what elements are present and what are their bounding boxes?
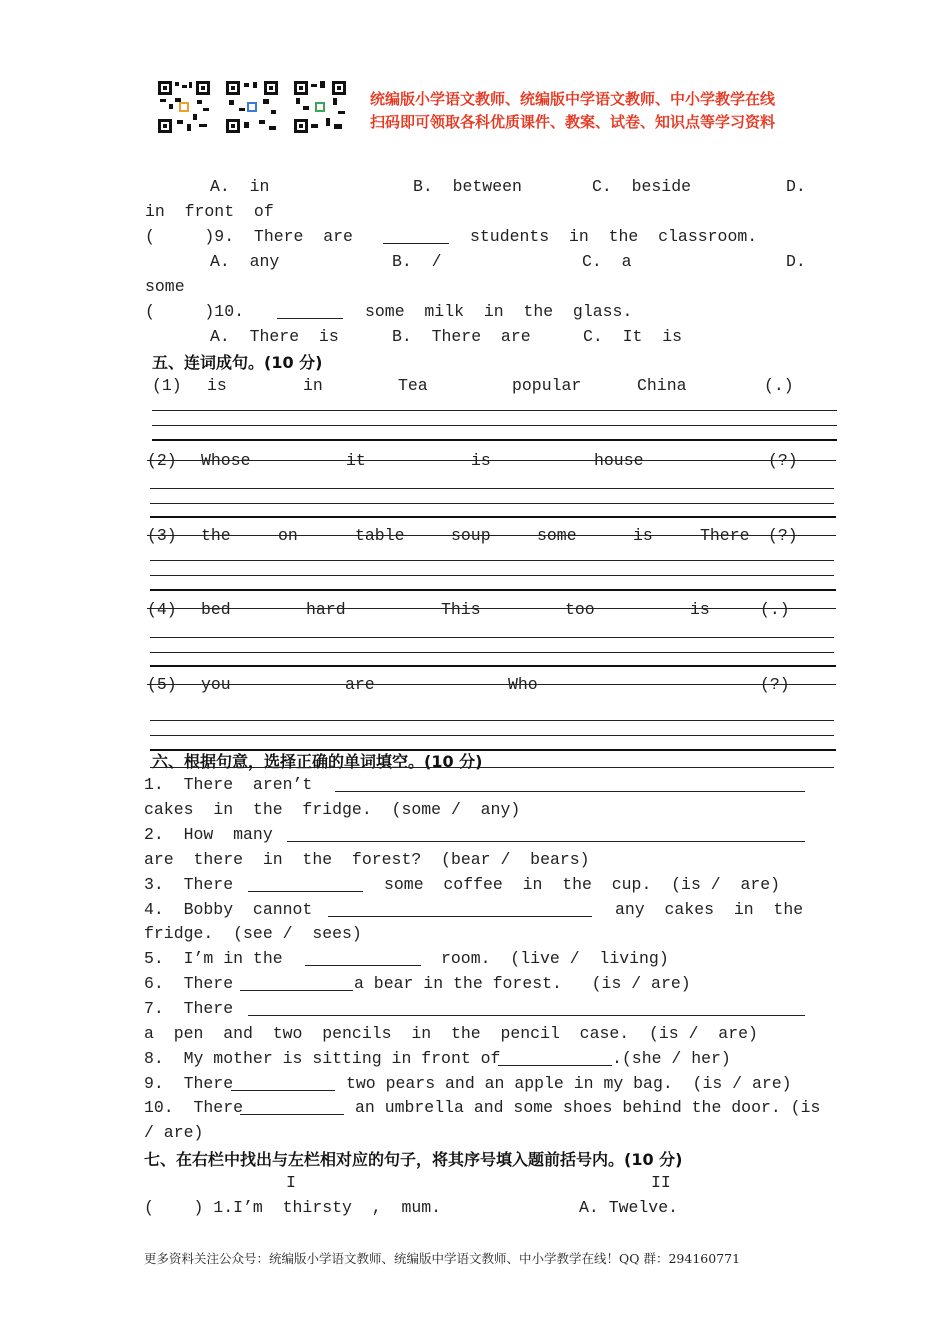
s6-q5-blank[interactable] xyxy=(305,965,421,966)
answer-line xyxy=(150,720,834,721)
s7-q1: ( ) 1.I’m thirsty , mum. xyxy=(144,1198,442,1217)
q8-option-d: D. xyxy=(786,177,806,196)
word: (5) xyxy=(147,675,177,694)
answer-line xyxy=(150,637,834,638)
s6-q6-cont: a bear in the forest. (is / are) xyxy=(354,974,691,993)
word: (?) xyxy=(768,451,798,470)
answer-line xyxy=(152,425,837,426)
q10-stem: ( )10. xyxy=(145,302,245,321)
s6-q1-cont: cakes in the fridge. (some / any) xyxy=(144,800,521,819)
word: on xyxy=(278,526,298,545)
q8-option-b: B. between xyxy=(413,177,522,196)
answer-line xyxy=(150,575,834,576)
answer-line xyxy=(150,665,836,667)
s6-q10-cont2: / are) xyxy=(144,1123,204,1142)
s6-q5-cont: room. (live / living) xyxy=(441,949,669,968)
word: (2) xyxy=(147,451,177,470)
word: (?) xyxy=(768,526,798,545)
q9-option-d: D. xyxy=(786,252,806,271)
answer-line xyxy=(150,735,834,736)
word: (1) xyxy=(152,376,182,395)
word: house xyxy=(594,451,644,470)
answer-line xyxy=(152,410,837,411)
word: too xyxy=(565,600,595,619)
q10-blank[interactable] xyxy=(277,318,343,319)
word: hard xyxy=(306,600,346,619)
word: soup xyxy=(451,526,491,545)
q8-option-a: A. in xyxy=(210,177,270,196)
word: is xyxy=(633,526,653,545)
answer-line xyxy=(150,589,836,591)
s6-q9: 9. There xyxy=(144,1074,234,1093)
s6-q1-blank[interactable] xyxy=(335,791,805,792)
s6-q10-cont: an umbrella and some shoes behind the door. (is xyxy=(355,1098,821,1117)
word: are xyxy=(345,675,375,694)
q9-blank[interactable] xyxy=(383,243,449,244)
q10-option-c: C. It is xyxy=(583,327,683,346)
word: (.) xyxy=(760,600,790,619)
q10-option-b: B. There are xyxy=(392,327,531,346)
s6-q8-blank[interactable] xyxy=(498,1065,612,1066)
answer-line xyxy=(150,488,834,489)
q9-option-d-text: some xyxy=(145,277,185,296)
q8-option-d-text: in front of xyxy=(145,202,274,221)
s6-q6-blank[interactable] xyxy=(240,990,353,991)
s6-q2-cont: are there in the forest? (bear / bears) xyxy=(144,850,590,869)
word: This xyxy=(441,600,481,619)
word: some xyxy=(537,526,577,545)
column-header-2: II xyxy=(651,1173,671,1192)
q9-stem: ( )9. There are xyxy=(145,227,353,246)
s6-q2-blank[interactable] xyxy=(287,841,805,842)
word: is xyxy=(690,600,710,619)
s7-answer-a: A. Twelve. xyxy=(579,1198,679,1217)
s6-q7-cont: a pen and two pencils in the pencil case. (is / are) xyxy=(144,1024,758,1043)
word: it xyxy=(346,451,366,470)
s6-q7: 7. There xyxy=(144,999,234,1018)
s6-q9-blank[interactable] xyxy=(231,1090,335,1091)
word: the xyxy=(201,526,231,545)
q9-option-b: B. / xyxy=(392,252,442,271)
s6-q4-cont: any cakes in the xyxy=(615,900,804,919)
qr-code-icon xyxy=(157,80,211,134)
section-5-title: 五、连词成句。(10 分) xyxy=(152,353,323,372)
s6-q10-blank[interactable] xyxy=(240,1114,344,1115)
q8-option-c: C. beside xyxy=(592,177,692,196)
s6-q10: 10. There xyxy=(144,1098,244,1117)
s6-q9-cont: two pears and an apple in my bag. (is / are) xyxy=(346,1074,792,1093)
strike-line xyxy=(147,684,836,685)
s6-q8: 8. My mother is sitting in front of xyxy=(144,1049,501,1068)
answer-line xyxy=(150,652,834,653)
word: table xyxy=(355,526,405,545)
word: in xyxy=(303,376,323,395)
word: is xyxy=(207,376,227,395)
s6-q4: 4. Bobby cannot xyxy=(144,900,313,919)
banner-line-2: 扫码即可领取各科优质课件、教案、试卷、知识点等学习资料 xyxy=(370,113,776,131)
word: There xyxy=(700,526,750,545)
word: bed xyxy=(201,600,231,619)
q9-option-a: A. any xyxy=(210,252,280,271)
answer-line xyxy=(150,560,834,561)
s6-q2: 2. How many xyxy=(144,825,273,844)
q10-rest: some milk in the glass. xyxy=(365,302,633,321)
word: Tea xyxy=(398,376,428,395)
q10-option-a: A. There is xyxy=(210,327,339,346)
s6-q6: 6. There xyxy=(144,974,234,993)
s6-q1: 1. There aren’t xyxy=(144,775,313,794)
answer-line xyxy=(150,503,834,504)
strike-line xyxy=(147,535,836,536)
banner-line-1: 统编版小学语文教师、统编版中学语文教师、中小学教学在线 xyxy=(370,90,776,108)
word: China xyxy=(637,376,687,395)
answer-line xyxy=(150,516,836,518)
s6-q3-blank[interactable] xyxy=(248,891,363,892)
word: (4) xyxy=(147,600,177,619)
s6-q4-cont2: fridge. (see / sees) xyxy=(144,924,362,943)
strike-line xyxy=(147,608,836,609)
word: popular xyxy=(512,376,582,395)
s6-q3-cont: some coffee in the cup. (is / are) xyxy=(384,875,781,894)
s6-q8-cont: .(she / her) xyxy=(612,1049,731,1068)
word: (3) xyxy=(147,526,177,545)
word: Who xyxy=(508,675,538,694)
s6-q5: 5. I’m in the xyxy=(144,949,283,968)
s6-q7-blank[interactable] xyxy=(248,1015,805,1016)
word: (.) xyxy=(764,376,794,395)
s6-q3: 3. There xyxy=(144,875,234,894)
qr-code-icon xyxy=(293,80,347,134)
section-7-title: 七、在右栏中找出与左栏相对应的句子，将其序号填入题前括号内。(10 分) xyxy=(144,1150,683,1169)
q9-rest: students in the classroom. xyxy=(470,227,758,246)
answer-line xyxy=(152,439,837,441)
word: you xyxy=(201,675,231,694)
footer-note: 更多资料关注公众号：统编版小学语文教师、统编版中学语文教师、中小学教学在线！QQ 群：294160771 xyxy=(144,1251,741,1266)
word: Whose xyxy=(201,451,251,470)
qr-code-icon xyxy=(225,80,279,134)
column-header-1: I xyxy=(286,1173,296,1192)
strike-line xyxy=(147,460,836,461)
section-6-title: 六、根据句意，选择正确的单词填空。(10 分) xyxy=(152,752,483,771)
s6-q4-blank[interactable] xyxy=(328,916,592,917)
strike-line xyxy=(150,767,834,768)
q9-option-c: C. a xyxy=(582,252,632,271)
word: is xyxy=(471,451,491,470)
word: (?) xyxy=(760,675,790,694)
